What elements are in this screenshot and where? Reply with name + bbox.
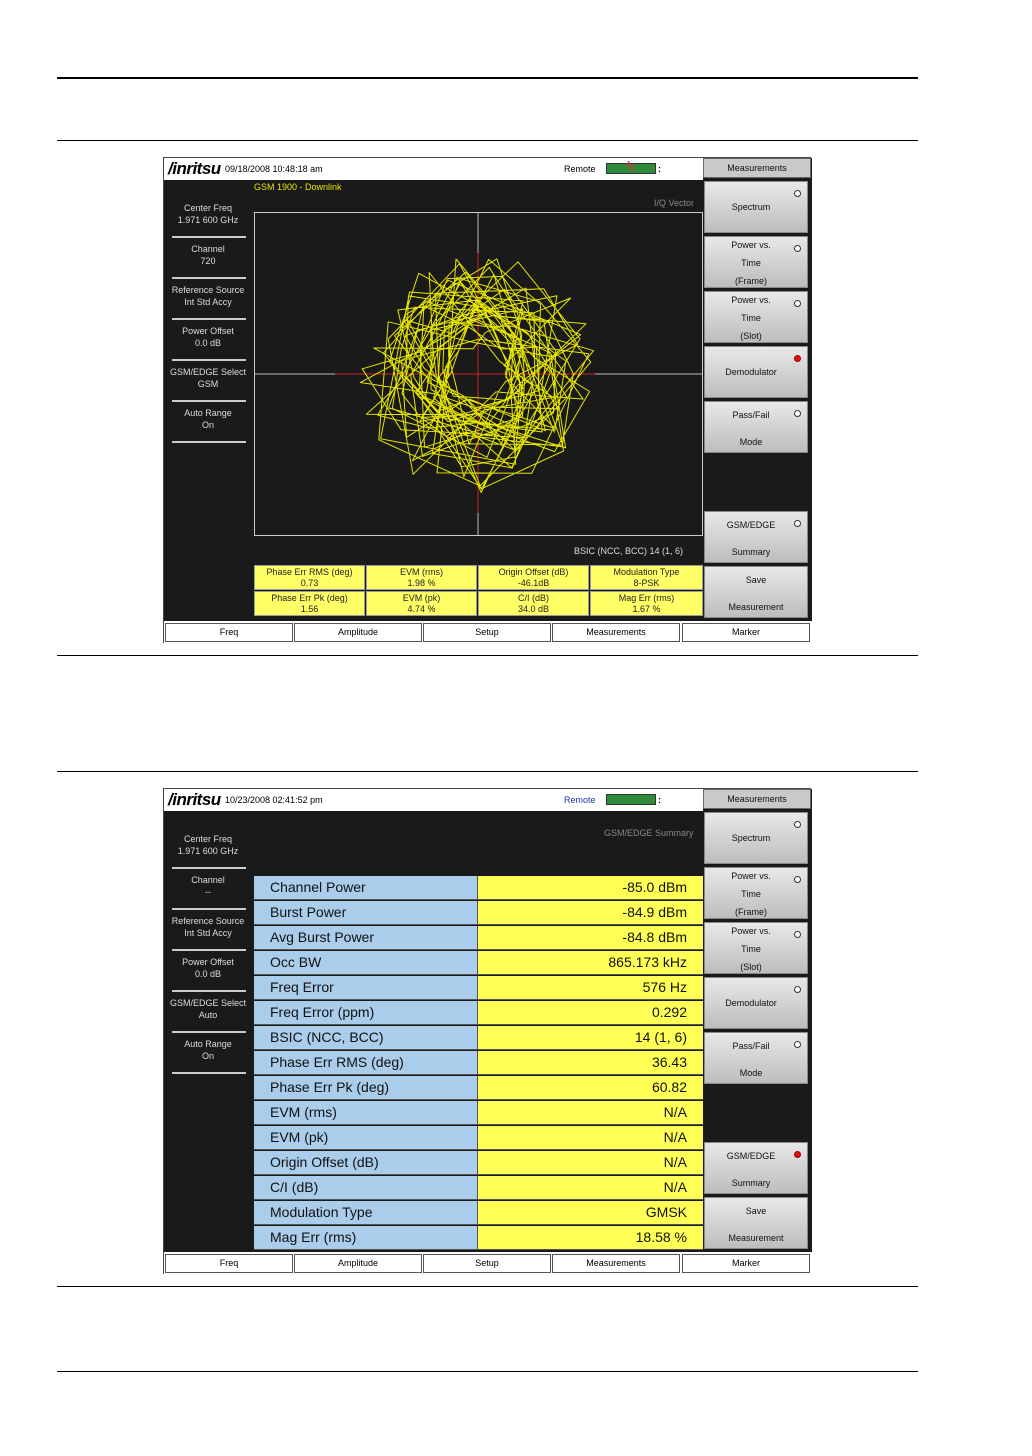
param-label: Channel — [191, 244, 225, 254]
table-row: Phase Err Pk (deg) 60.82 — [254, 1076, 703, 1100]
param-gsm-edge-select[interactable] — [170, 362, 246, 402]
tab-setup[interactable]: Setup — [423, 623, 551, 642]
timestamp: 09/18/2008 10:48:18 am — [225, 164, 323, 174]
table-row: Phase Err RMS (deg) 36.43 — [254, 1051, 703, 1075]
param-label: GSM/EDGE Select — [169, 998, 247, 1008]
iq-plot-svg — [255, 213, 702, 535]
radio-icon — [794, 876, 801, 883]
param-auto-range[interactable] — [170, 1034, 246, 1074]
status-bar — [164, 158, 703, 181]
band-title: GSM 1900 - Downlink — [254, 182, 342, 192]
radio-selected-icon — [794, 1151, 801, 1158]
charging-icon: ϟ — [626, 158, 634, 175]
parameter-panel — [164, 180, 252, 621]
softkey-gsm-edge-summary[interactable]: GSM/EDGE Summary — [704, 511, 808, 563]
view-title: I/Q Vector — [654, 198, 695, 208]
anritsu-logo: /inritsu — [168, 159, 221, 178]
battery-tip-icon: : — [658, 164, 661, 174]
param-label: Power Offset — [182, 326, 234, 336]
param-value: On — [201, 1051, 214, 1061]
param-channel[interactable] — [170, 239, 246, 279]
table-row: Modulation Type GMSK — [254, 1201, 703, 1225]
table-row: Mag Err (rms) 18.58 % — [254, 1226, 703, 1250]
softkey-spectrum[interactable]: Spectrum — [704, 812, 808, 864]
softkey-power-vs-time-frame[interactable]: Power vs. Time (Frame) — [704, 867, 808, 919]
param-gsm-edge-select[interactable] — [170, 993, 246, 1033]
radio-icon — [794, 410, 801, 417]
param-value: 0.0 dB — [194, 969, 222, 979]
param-reference-source[interactable] — [170, 911, 246, 951]
param-label: Auto Range — [184, 1039, 232, 1049]
timestamp: 10/23/2008 02:41:52 pm — [225, 795, 323, 805]
bsic-readout: BSIC (NCC, BCC) 14 (1, 6) — [574, 546, 684, 556]
tab-amplitude[interactable]: Amplitude — [294, 1254, 422, 1273]
battery-tip-icon: : — [658, 795, 661, 805]
tab-marker[interactable]: Marker — [682, 1254, 810, 1273]
softkey-pass-fail-mode[interactable]: Pass/Fail Mode — [704, 1032, 808, 1084]
meas-cell: EVM (pk) 4.74 % — [366, 591, 477, 616]
table-row: Channel Power -85.0 dBm — [254, 876, 703, 900]
param-label: Center Freq — [183, 203, 233, 213]
meas-cell: C/I (dB) 34.0 dB — [478, 591, 589, 616]
param-power-offset[interactable] — [170, 952, 246, 992]
measurement-table — [254, 565, 703, 617]
radio-icon — [794, 1041, 801, 1048]
param-value: 1.971 600 GHz — [177, 215, 239, 225]
gsm-edge-summary-screen — [163, 788, 811, 1274]
meas-cell: EVM (rms) 1.98 % — [366, 565, 477, 590]
radio-selected-icon — [794, 355, 801, 362]
table-row: Burst Power -84.9 dBm — [254, 901, 703, 925]
softkey-power-vs-time-frame[interactable]: Power vs. Time (Frame) — [704, 236, 808, 288]
footer-rule — [57, 1371, 918, 1372]
iq-vector-plot — [254, 212, 703, 536]
iq-trace-path — [360, 259, 593, 493]
iq-vector-screen — [163, 157, 811, 643]
main-menu-bar — [164, 621, 812, 643]
radio-icon — [794, 245, 801, 252]
table-row: Freq Error 576 Hz — [254, 976, 703, 1000]
param-label: Auto Range — [184, 408, 232, 418]
header-rule — [57, 77, 918, 79]
figure1-bottom-rule — [57, 655, 918, 656]
radio-icon — [794, 190, 801, 197]
main-menu-bar — [164, 1252, 812, 1274]
param-center-freq[interactable] — [170, 198, 246, 238]
table-row: C/I (dB) N/A — [254, 1176, 703, 1200]
tab-amplitude[interactable]: Amplitude — [294, 623, 422, 642]
radio-icon — [794, 520, 801, 527]
softkey-panel — [703, 158, 812, 621]
radio-icon — [794, 931, 801, 938]
tab-measurements[interactable]: Measurements — [552, 623, 680, 642]
figure1-top-rule — [57, 140, 918, 141]
softkey-save-measurement[interactable]: Save Measurement — [704, 1197, 808, 1249]
meas-cell: Phase Err RMS (deg) 0.73 — [254, 565, 365, 590]
softkey-save-measurement[interactable]: Save Measurement — [704, 566, 808, 618]
softkey-panel — [703, 789, 812, 1252]
param-value: GSM — [197, 379, 219, 389]
softkey-spectrum[interactable]: Spectrum — [704, 181, 808, 233]
radio-icon — [794, 300, 801, 307]
tab-marker[interactable]: Marker — [682, 623, 810, 642]
softkey-menu-title: Measurements — [703, 789, 811, 809]
param-value: Auto — [198, 1010, 218, 1020]
status-bar — [164, 789, 703, 812]
tab-freq[interactable]: Freq — [165, 623, 293, 642]
radio-icon — [794, 986, 801, 993]
measurement-display — [164, 811, 703, 1252]
remote-label: Remote — [564, 164, 596, 174]
table-row: Origin Offset (dB) N/A — [254, 1151, 703, 1175]
meas-cell: Modulation Type 8-PSK — [590, 565, 703, 590]
softkey-demodulator[interactable]: Demodulator — [704, 977, 808, 1029]
tab-measurements[interactable]: Measurements — [552, 1254, 680, 1273]
measurement-display — [164, 180, 703, 621]
param-label: Channel — [191, 875, 225, 885]
param-value: -- — [205, 887, 211, 897]
softkey-power-vs-time-slot[interactable]: Power vs. Time (Slot) — [704, 922, 808, 974]
param-center-freq[interactable] — [170, 829, 246, 869]
param-label: GSM/EDGE Select — [169, 367, 247, 377]
table-row: BSIC (NCC, BCC) 14 (1, 6) — [254, 1026, 703, 1050]
param-value: Int Std Accy — [184, 297, 232, 307]
table-row: Freq Error (ppm) 0.292 — [254, 1001, 703, 1025]
parameter-panel — [164, 811, 252, 1252]
meas-cell: Origin Offset (dB) -46.1dB — [478, 565, 589, 590]
anritsu-logo: /inritsu — [168, 790, 221, 809]
remote-label: Remote — [564, 795, 596, 805]
param-value: 720 — [200, 256, 216, 266]
iq-trace — [360, 259, 593, 493]
param-value: Int Std Accy — [184, 928, 232, 938]
table-row: Avg Burst Power -84.8 dBm — [254, 926, 703, 950]
battery-icon — [606, 794, 656, 805]
param-power-offset[interactable] — [170, 321, 246, 361]
softkey-gsm-edge-summary[interactable]: GSM/EDGE Summary — [704, 1142, 808, 1194]
radio-icon — [794, 821, 801, 828]
param-value: On — [201, 420, 214, 430]
param-value: 0.0 dB — [194, 338, 222, 348]
meas-cell: Phase Err Pk (deg) 1.56 — [254, 591, 365, 616]
softkey-pass-fail-mode[interactable]: Pass/Fail Mode — [704, 401, 808, 453]
tab-setup[interactable]: Setup — [423, 1254, 551, 1273]
tab-freq[interactable]: Freq — [165, 1254, 293, 1273]
softkey-menu-title: Measurements — [703, 158, 811, 178]
table-row: EVM (rms) N/A — [254, 1101, 703, 1125]
table-row: Occ BW 865.173 kHz — [254, 951, 703, 975]
param-reference-source[interactable] — [170, 280, 246, 320]
param-value: 1.971 600 GHz — [177, 846, 239, 856]
softkey-demodulator[interactable]: Demodulator — [704, 346, 808, 398]
param-label: Center Freq — [183, 834, 233, 844]
param-label: Power Offset — [182, 957, 234, 967]
param-channel[interactable] — [170, 870, 246, 910]
view-title: GSM/EDGE Summary — [604, 828, 694, 838]
param-label: Reference Source — [171, 916, 245, 926]
param-label: Reference Source — [171, 285, 245, 295]
figure2-bottom-rule — [57, 1286, 918, 1287]
table-row: EVM (pk) N/A — [254, 1126, 703, 1150]
softkey-power-vs-time-slot[interactable]: Power vs. Time (Slot) — [704, 291, 808, 343]
param-auto-range[interactable] — [170, 403, 246, 443]
figure2-top-rule — [57, 771, 918, 772]
meas-cell: Mag Err (rms) 1.67 % — [590, 591, 703, 616]
